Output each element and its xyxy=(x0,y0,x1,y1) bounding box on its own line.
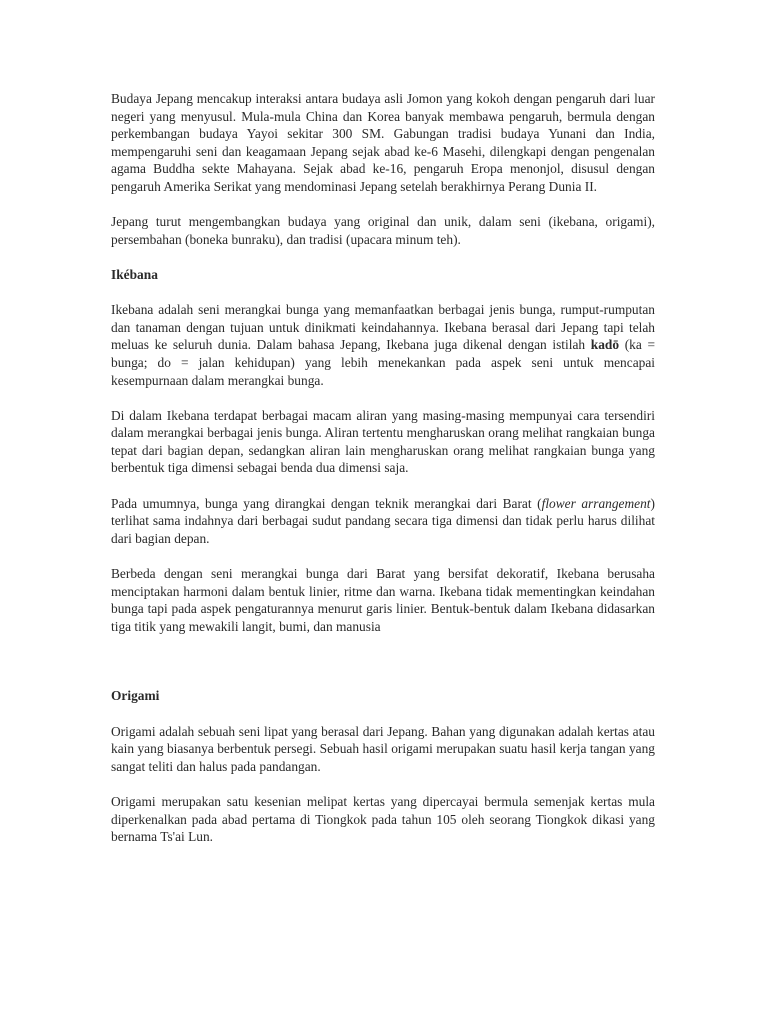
ikebana-paragraph-2: Di dalam Ikebana terdapat berbagai macam aliran yang masing-masing mempunyai cara tersendiri dalam merangkai berbagai jenis bunga. Aliran tertentu mengharuskan orang melihat rangkaian bunga tepat dari bagian depan, sedangkan aliran lain mengharuskan orang melihat rangkaian bunga yang berbentuk tiga dimensi sebagai benda dua dimensi saja. xyxy=(111,407,655,476)
intro-paragraph-1: Budaya Jepang mencakup interaksi antara budaya asli Jomon yang kokoh dengan pengaruh dari luar negeri yang menyusul. Mula-mula China dan Korea banyak membawa pengaruh, bermula dengan perkembangan budaya Yayoi sekitar 300 SM. Gabungan tradisi budaya Yunani dan India, mempengaruhi seni dan keagamaan Jepang sejak abad ke-6 Masehi, dilengkapi dengan pengenalan agama Buddha sekte Mahayana. Sejak abad ke-16, pengaruh Eropa menonjol, disusul dengan pengaruh Amerika Serikat yang mendominasi Jepang setelah berakhirnya Perang Dunia II. xyxy=(111,91,655,194)
origami-heading: Origami xyxy=(111,688,160,704)
ikebana-p3-text-a: Pada umumnya, bunga yang dirangkai dengan teknik merangkai dari Barat ( xyxy=(111,495,542,511)
ikebana-paragraph-1 xyxy=(111,301,655,389)
ikebana-heading: Ikébana xyxy=(111,266,158,282)
origami-paragraph-2: Origami merupakan satu kesenian melipat kertas yang dipercayai bermula semenjak kertas mula diperkenalkan pada abad pertama di Tiongkok pada tahun 105 oleh seorang Tiongkok dikasi yang bernama Ts'ai Lun. xyxy=(111,793,655,845)
ikebana-paragraph-3 xyxy=(111,495,655,548)
ikebana-p1-text-a: Ikebana adalah seni merangkai bunga yang memanfaatkan berbagai jenis bunga, rumput-rumputan dan tanaman dengan tujuan untuk dinikmati keindahannya. Ikebana berasal dari Jepang tapi telah meluas ke seluruh dunia. Dalam bahasa Jepang, Ikebana juga dikenal dengan istilah xyxy=(111,302,655,353)
intro-paragraph-2: Jepang turut mengembangkan budaya yang original dan unik, dalam seni (ikebana, origami), persembahan (boneka bunraku), dan tradisi (upacara minum teh). xyxy=(111,214,655,247)
origami-paragraph-1: Origami adalah sebuah seni lipat yang berasal dari Jepang. Bahan yang digunakan adalah kertas atau kain yang biasanya berbentuk persegi. Sebuah hasil origami merupakan suatu hasil kerja tangan yang sangat teliti dan halus pada pandangan. xyxy=(111,723,655,774)
document-body xyxy=(111,90,655,846)
flower-arrangement-term: flower arrangement xyxy=(541,495,651,511)
ikebana-p3-text-b: ) terlihat sama indahnya dari berbagai sudut pandang secara tiga dimensi dan tidak perlu harus dilihat dari bagian depan. xyxy=(111,495,656,546)
kado-term: kadō xyxy=(590,337,620,353)
ikebana-p1-text-b: (ka = bunga; do = jalan kehidupan) yang lebih menekankan pada aspek seni untuk mencapai kesempurnaan dalam merangkai bunga. xyxy=(111,337,655,388)
ikebana-paragraph-4: Berbeda dengan seni merangkai bunga dari Barat yang bersifat dekoratif, Ikebana berusaha menciptakan harmoni dalam bentuk linier, ritme dan warna. Ikebana tidak mementingkan keindahan bunga tapi pada aspek pengaturannya menurut garis linier. Bentuk-bentuk dalam Ikebana didasarkan tiga titik yang mewakili langit, bumi, dan manusia xyxy=(111,566,655,634)
